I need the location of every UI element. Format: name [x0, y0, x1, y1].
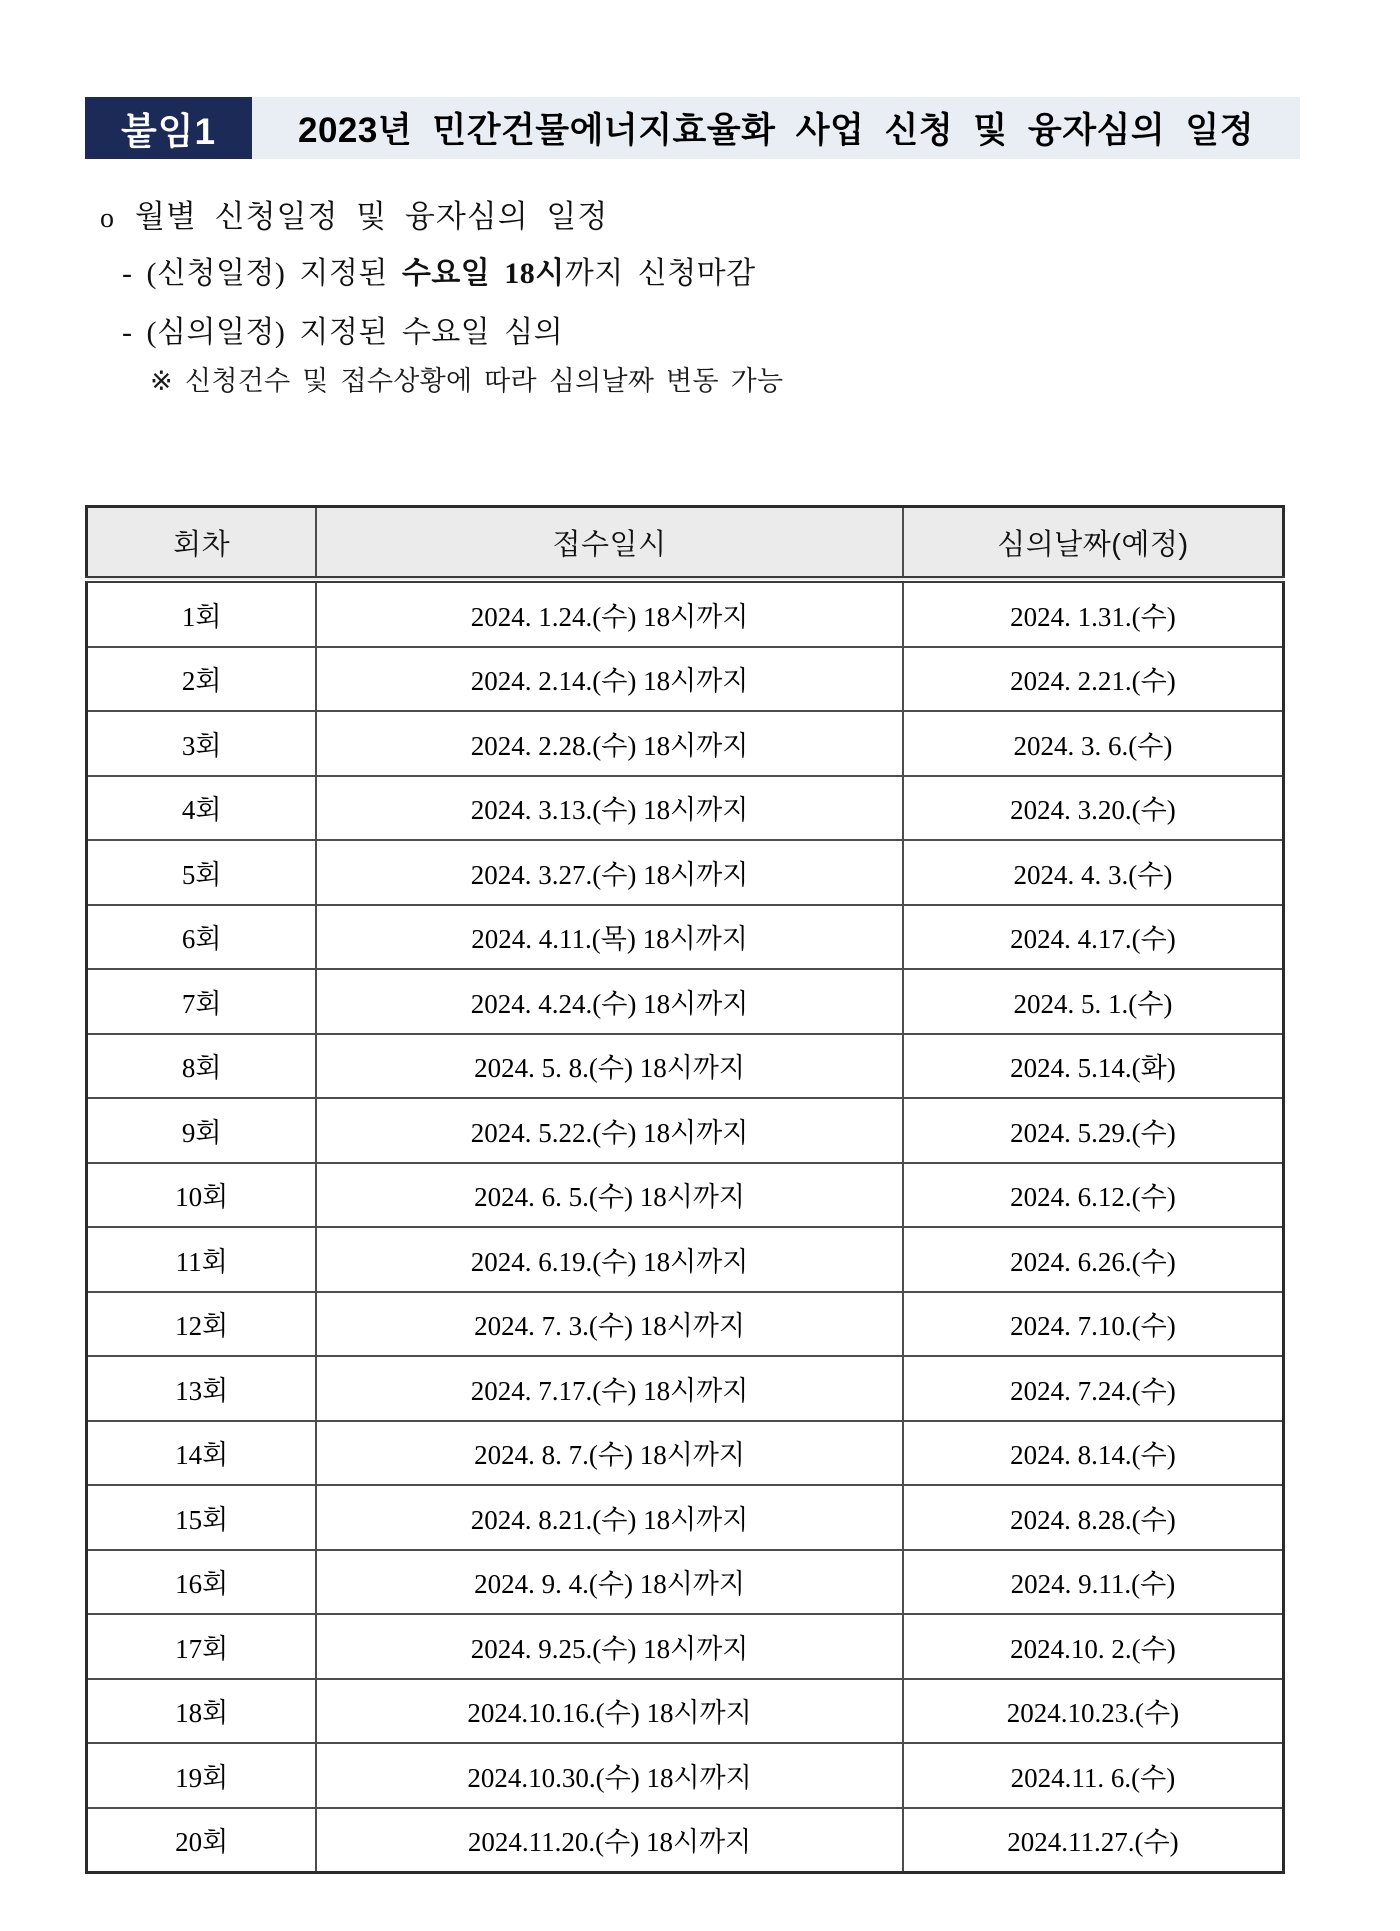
table-row	[87, 1034, 1284, 1099]
table-row	[87, 776, 1284, 841]
section-heading-text: 월별 신청일정 및 융자심의 일정	[135, 199, 609, 234]
cell-submission: 2024. 6.19.(수) 18시까지	[316, 1227, 903, 1292]
cell-submission: 2024. 7.17.(수) 18시까지	[316, 1356, 903, 1421]
table-row	[87, 1614, 1284, 1679]
cell-submission: 2024. 2.28.(수) 18시까지	[316, 711, 903, 776]
cell-review-date: 2024.10. 2.(수)	[903, 1614, 1284, 1679]
dash-bullet: -	[122, 257, 133, 290]
cell-review-date: 2024. 1.31.(수)	[903, 580, 1284, 647]
cell-review-date: 2024. 3. 6.(수)	[903, 711, 1284, 776]
page-title: 2023년 민간건물에너지효율화 사업 신청 및 융자심의 일정	[297, 111, 1255, 150]
cell-round: 9회	[87, 1098, 317, 1163]
cell-review-date: 2024. 8.14.(수)	[903, 1421, 1284, 1486]
cell-submission: 2024.11.20.(수) 18시까지	[316, 1808, 903, 1873]
table-row	[87, 840, 1284, 905]
table-row	[87, 1808, 1284, 1873]
col-header-review-date: 심의날짜(예정)	[903, 507, 1284, 580]
rule-suffix: 까지 신청마감	[564, 257, 756, 290]
cell-review-date: 2024. 3.20.(수)	[903, 776, 1284, 841]
cell-review-date: 2024.11.27.(수)	[903, 1808, 1284, 1873]
cell-review-date: 2024. 5.29.(수)	[903, 1098, 1284, 1163]
cell-round: 16회	[87, 1550, 317, 1615]
schedule-table	[85, 505, 1285, 1874]
cell-review-date: 2024. 7.24.(수)	[903, 1356, 1284, 1421]
note-text: 신청건수 및 접수상황에 따라 심의날짜 변동 가능	[184, 366, 784, 396]
cell-submission: 2024. 3.13.(수) 18시까지	[316, 776, 903, 841]
title-bar	[252, 97, 1300, 159]
cell-review-date: 2024.11. 6.(수)	[903, 1743, 1284, 1808]
cell-round: 4회	[87, 776, 317, 841]
cell-submission: 2024. 1.24.(수) 18시까지	[316, 580, 903, 647]
cell-round: 19회	[87, 1743, 317, 1808]
cell-round: 18회	[87, 1679, 317, 1744]
col-header-round: 회차	[87, 507, 317, 580]
cell-round: 8회	[87, 1034, 317, 1099]
cell-submission: 2024. 6. 5.(수) 18시까지	[316, 1163, 903, 1228]
cell-round: 11회	[87, 1227, 317, 1292]
cell-round: 10회	[87, 1163, 317, 1228]
attachment-badge: 붙임1	[85, 97, 252, 159]
table-row	[87, 711, 1284, 776]
schedule-rule-application	[122, 248, 756, 292]
table-row	[87, 1356, 1284, 1421]
cell-round: 12회	[87, 1292, 317, 1357]
table-row	[87, 580, 1284, 647]
cell-submission: 2024.10.30.(수) 18시까지	[316, 1743, 903, 1808]
table-header-row	[87, 507, 1284, 580]
doc-header	[85, 97, 1300, 159]
cell-submission: 2024. 5.22.(수) 18시까지	[316, 1098, 903, 1163]
rule-bold-text: 수요일 18시	[401, 257, 565, 290]
cell-submission: 2024. 9.25.(수) 18시까지	[316, 1614, 903, 1679]
cell-round: 7회	[87, 969, 317, 1034]
cell-round: 20회	[87, 1808, 317, 1873]
dash-bullet: -	[122, 316, 133, 349]
table-row	[87, 1485, 1284, 1550]
cell-submission: 2024. 5. 8.(수) 18시까지	[316, 1034, 903, 1099]
cell-review-date: 2024. 6.26.(수)	[903, 1227, 1284, 1292]
cell-review-date: 2024. 6.12.(수)	[903, 1163, 1284, 1228]
schedule-rule-review	[122, 307, 563, 351]
cell-submission: 2024. 4.11.(목) 18시까지	[316, 905, 903, 970]
cell-round: 2회	[87, 647, 317, 712]
cell-submission: 2024.10.16.(수) 18시까지	[316, 1679, 903, 1744]
cell-submission: 2024. 3.27.(수) 18시까지	[316, 840, 903, 905]
cell-round: 3회	[87, 711, 317, 776]
table-row	[87, 905, 1284, 970]
table-row	[87, 1421, 1284, 1486]
cell-review-date: 2024. 7.10.(수)	[903, 1292, 1284, 1357]
cell-round: 15회	[87, 1485, 317, 1550]
col-header-submission: 접수일시	[316, 507, 903, 580]
variation-note	[150, 359, 783, 398]
cell-review-date: 2024. 2.21.(수)	[903, 647, 1284, 712]
cell-submission: 2024. 7. 3.(수) 18시까지	[316, 1292, 903, 1357]
cell-round: 13회	[87, 1356, 317, 1421]
cell-review-date: 2024. 5.14.(화)	[903, 1034, 1284, 1099]
rule-text: (심의일정) 지정된 수요일 심의	[146, 316, 564, 349]
cell-round: 1회	[87, 580, 317, 647]
cell-submission: 2024. 8.21.(수) 18시까지	[316, 1485, 903, 1550]
table-row	[87, 1679, 1284, 1744]
cell-round: 14회	[87, 1421, 317, 1486]
table-row	[87, 1227, 1284, 1292]
table-row	[87, 1098, 1284, 1163]
schedule-table-body	[87, 580, 1284, 1873]
table-row	[87, 647, 1284, 712]
reference-mark-icon: ※	[150, 366, 173, 396]
cell-review-date: 2024. 4.17.(수)	[903, 905, 1284, 970]
cell-review-date: 2024.10.23.(수)	[903, 1679, 1284, 1744]
cell-review-date: 2024. 5. 1.(수)	[903, 969, 1284, 1034]
cell-submission: 2024. 2.14.(수) 18시까지	[316, 647, 903, 712]
circle-bullet: o	[100, 203, 115, 234]
table-row	[87, 1292, 1284, 1357]
rule-prefix: (신청일정) 지정된	[146, 257, 402, 290]
cell-review-date: 2024. 9.11.(수)	[903, 1550, 1284, 1615]
cell-round: 17회	[87, 1614, 317, 1679]
table-row	[87, 1743, 1284, 1808]
cell-round: 6회	[87, 905, 317, 970]
cell-submission: 2024. 9. 4.(수) 18시까지	[316, 1550, 903, 1615]
section-heading	[100, 191, 608, 236]
cell-submission: 2024. 4.24.(수) 18시까지	[316, 969, 903, 1034]
cell-round: 5회	[87, 840, 317, 905]
cell-review-date: 2024. 8.28.(수)	[903, 1485, 1284, 1550]
table-row	[87, 1163, 1284, 1228]
table-row	[87, 969, 1284, 1034]
table-row	[87, 1550, 1284, 1615]
cell-review-date: 2024. 4. 3.(수)	[903, 840, 1284, 905]
cell-submission: 2024. 8. 7.(수) 18시까지	[316, 1421, 903, 1486]
